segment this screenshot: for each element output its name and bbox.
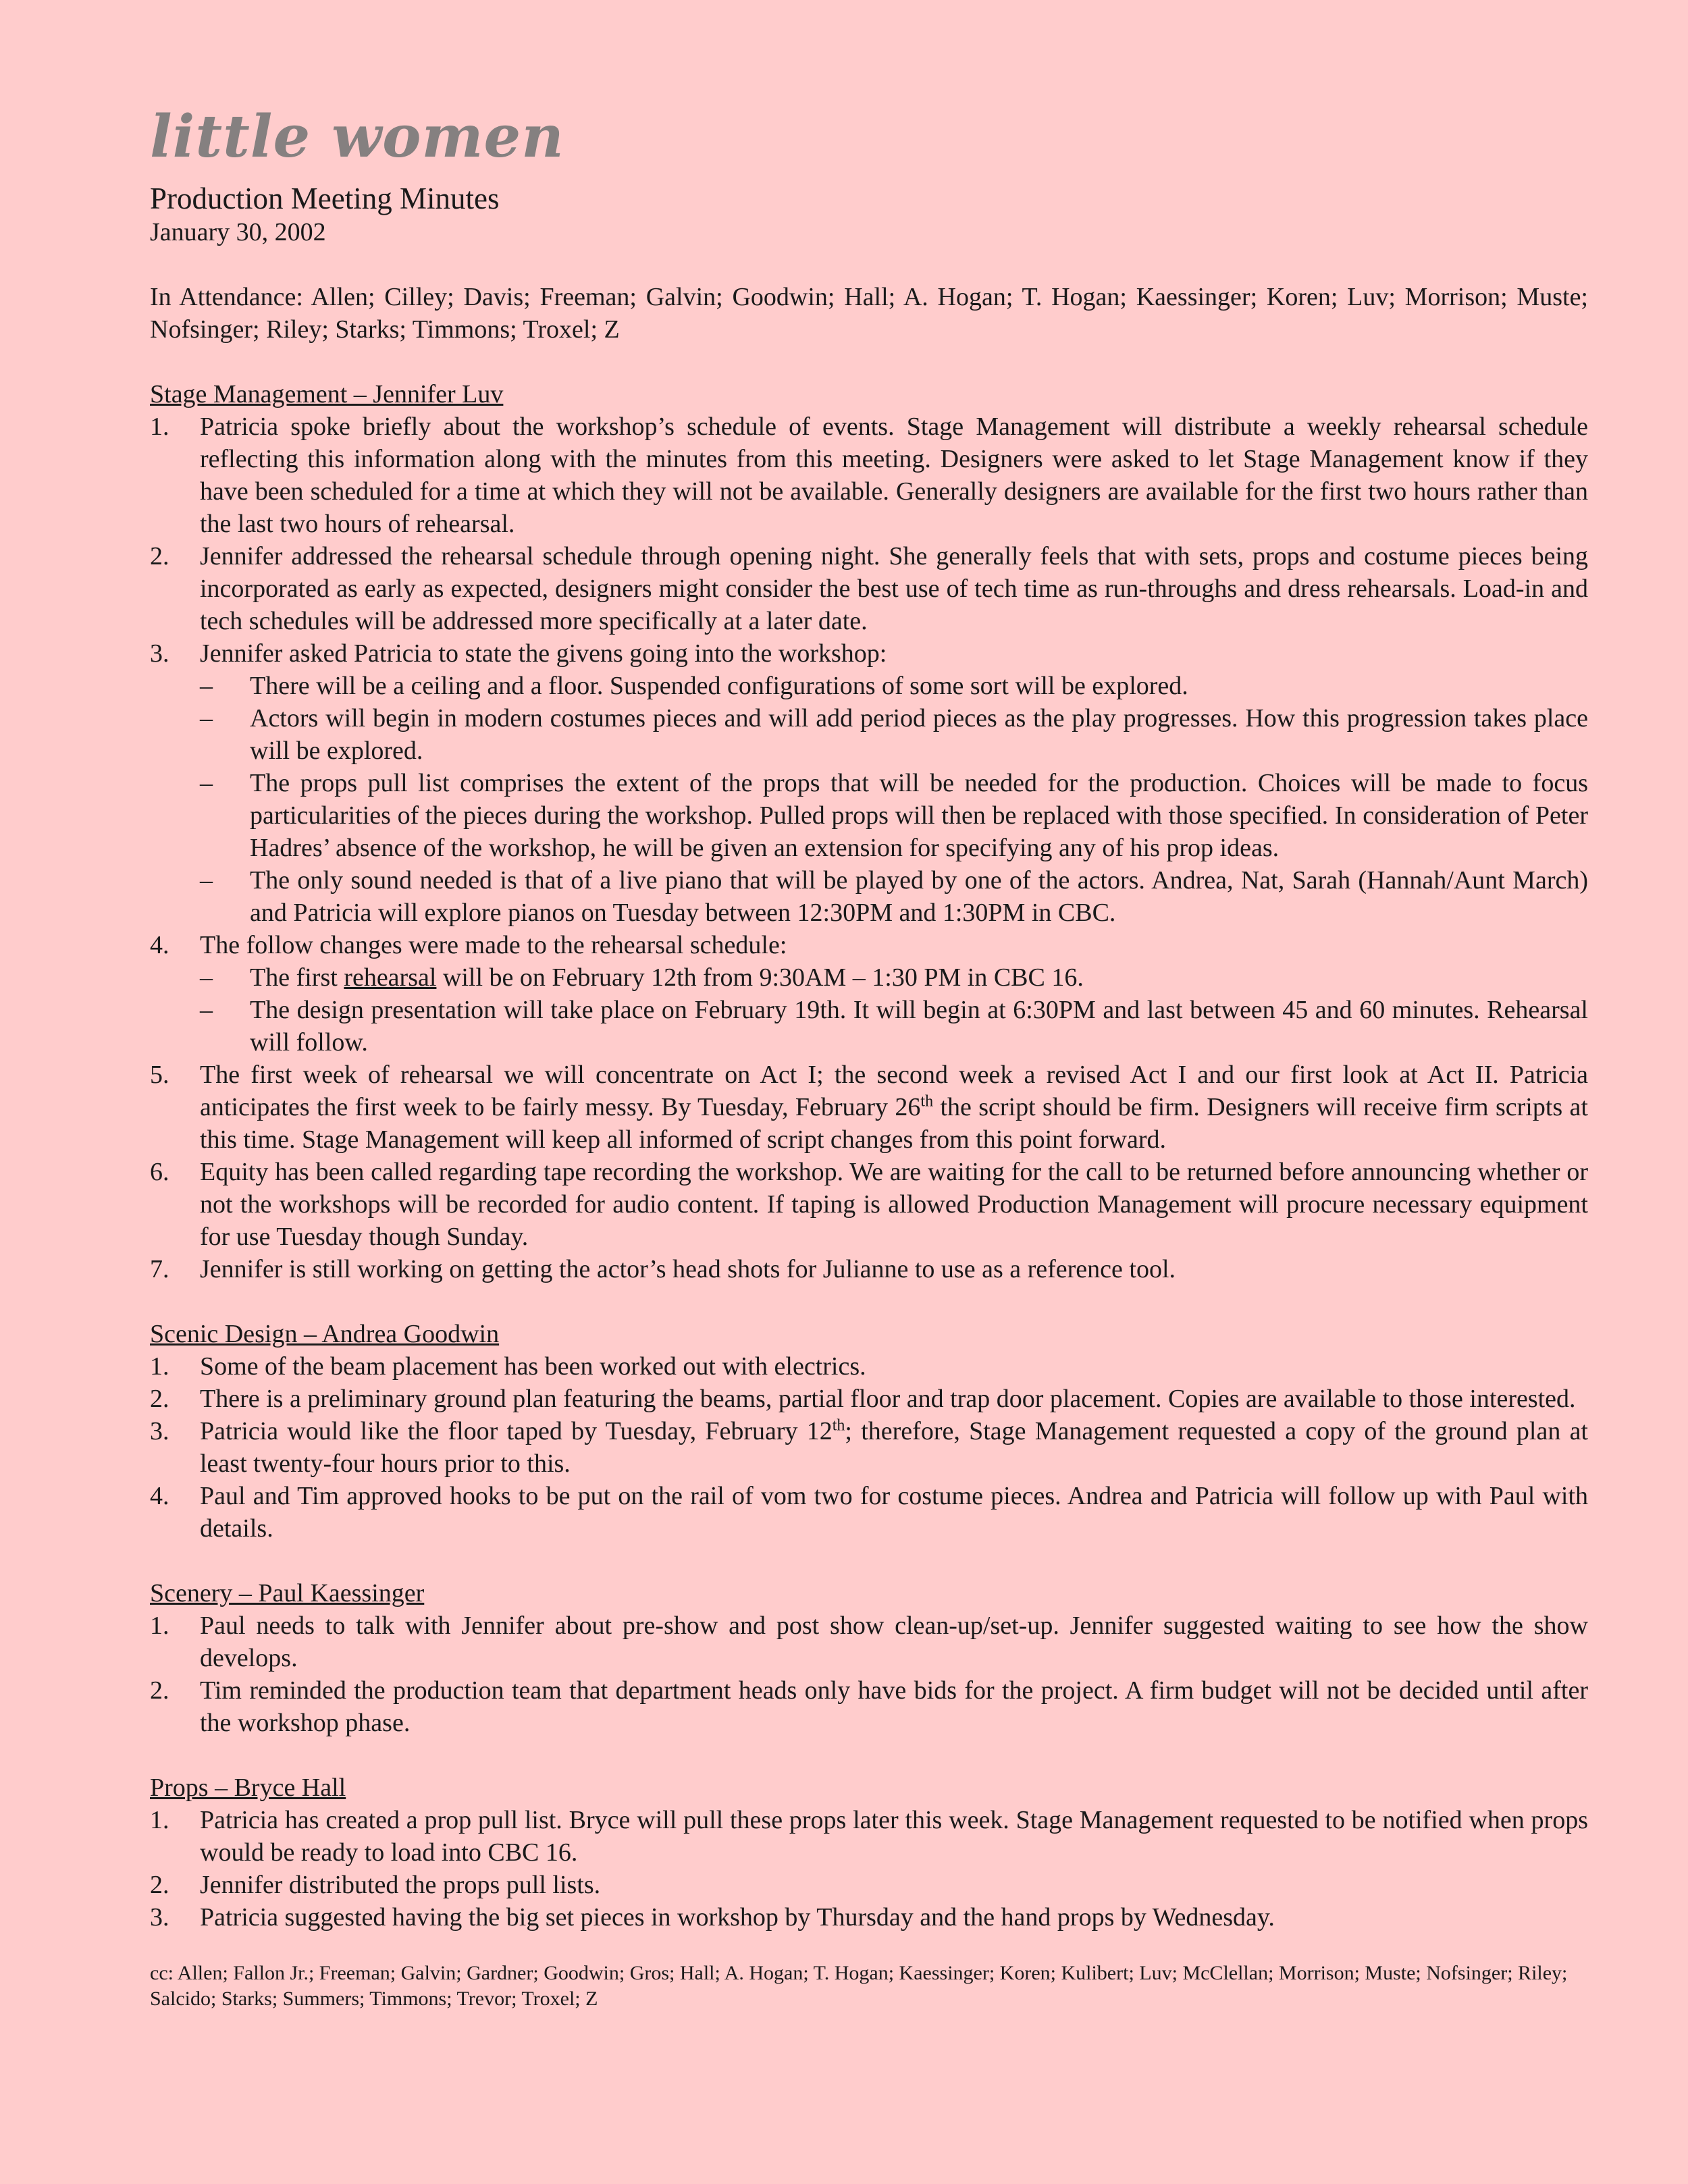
ordinal-suffix: th: [832, 1416, 845, 1435]
item-text: Jennifer asked Patricia to state the givens going into the workshop:: [200, 639, 887, 668]
attendance-list: In Attendance: Allen; Cilley; Davis; Freeman; Galvin; Goodwin; Hall; A. Hogan; T. Hogan; Kaessinger; Koren; Luv; Morrison; Muste; Nofsinger; Riley; Starks; Timmons; Troxel; Z: [150, 283, 1588, 344]
list-item: [150, 637, 1588, 929]
item-number: 2.: [150, 1871, 169, 1899]
list-item: [150, 1059, 1588, 1156]
item-number: 3.: [150, 1903, 169, 1932]
item-number: 1.: [150, 1612, 169, 1640]
sub-item-text: The props pull list comprises the extent of the props that will be needed for the production. Choices will be made to focus particularities of the pieces during the workshop. Pulled props will then be replaced with those specified. In consideration of Peter Hadres’ absence of the workshop, he will be given an extension for specifying any of his prop ideas.: [250, 769, 1588, 862]
ordinal-suffix: th: [920, 1092, 934, 1111]
list-item: [150, 929, 1588, 1059]
list-item: [150, 1609, 1588, 1674]
meeting-date: January 30, 2002: [150, 218, 326, 246]
document-page: [150, 103, 1588, 2012]
section-heading-props: Props – Bryce Hall: [150, 1774, 346, 1802]
sub-item: [200, 767, 1588, 864]
list-item: [150, 1804, 1588, 1869]
sub-item-text: There will be a ceiling and a floor. Suspended configurations of some sort will be explored.: [250, 672, 1188, 700]
sub-item-text: The design presentation will take place on February 19th. It will begin at 6:30PM and last between 45 and 60 minutes. Rehearsal will follow.: [250, 996, 1588, 1057]
dash-marker: –: [200, 769, 213, 797]
item-text: Tim reminded the production team that department heads only have bids for the project. A firm budget will not be decided until after the workshop phase.: [200, 1676, 1588, 1737]
item-text: Jennifer distributed the props pull lists.: [200, 1871, 601, 1899]
list-item: [150, 1253, 1588, 1285]
item-text: Patricia has created a prop pull list. Bryce will pull these props later this week. Stage Management requested to be notified when props would be ready to load into CBC 16.: [200, 1806, 1588, 1867]
item-number: 4.: [150, 1482, 169, 1510]
sub-item-text: Actors will begin in modern costumes pieces and will add period pieces as the play progresses. How this progression takes place will be explored.: [250, 704, 1588, 765]
item-number: 4.: [150, 931, 169, 959]
list-item: [150, 1901, 1588, 1934]
item-text: There is a preliminary ground plan featuring the beams, partial floor and trap door placement. Copies are available to those interested.: [200, 1385, 1576, 1413]
item-text: Equity has been called regarding tape recording the workshop. We are waiting for the call to be returned before announcing whether or not the workshops will be recorded for audio content. If taping is allowed Production Management will procure necessary equipment for use Tuesday though Sunday.: [200, 1158, 1588, 1251]
underlined-word: rehearsal: [344, 963, 437, 992]
sub-list: [200, 961, 1588, 1059]
item-text: Patricia spoke briefly about the workshop’s schedule of events. Stage Management will distribute a weekly rehearsal schedule reflecting this information along with the minutes from this meeting. Designers were asked to let Stage Management know if they have been scheduled for a time at which they will not be available. Generally designers are available for the first two hours rather than the last two hours of rehearsal.: [200, 412, 1588, 538]
item-number: 1.: [150, 412, 169, 441]
item-text: The follow changes were made to the rehearsal schedule:: [200, 931, 787, 959]
page-title: Production Meeting Minutes: [150, 182, 500, 215]
list-item: [150, 1383, 1588, 1415]
item-text-a: Patricia would like the floor taped by Tuesday, February 12: [200, 1417, 833, 1445]
sub-item-text-a: The first: [250, 963, 344, 992]
item-number: 3.: [150, 1417, 169, 1445]
item-number: 2.: [150, 1676, 169, 1705]
item-number: 6.: [150, 1158, 169, 1186]
dash-marker: –: [200, 963, 213, 992]
list-item: [150, 1156, 1588, 1253]
sub-item: [200, 994, 1588, 1059]
item-text-b: ; therefore, Stage Management requested a copy of the ground plan at least twenty-four hours prior to this.: [200, 1417, 1588, 1478]
list-item: [150, 540, 1588, 637]
sub-item: [200, 961, 1588, 994]
item-text: Some of the beam placement has been worked out with electrics.: [200, 1352, 866, 1381]
item-text-a: The first week of rehearsal we will concentrate on Act I; the second week a revised Act I and our first look at Act II. Patricia anticipates the first week to be fairly messy. By Tuesday, February 26: [200, 1061, 1588, 1121]
show-logo: little women: [150, 103, 564, 171]
item-text: Paul and Tim approved hooks to be put on the rail of vom two for costume pieces. Andrea and Patricia will follow up with Paul with details.: [200, 1482, 1588, 1543]
section-heading-stage-management: Stage Management – Jennifer Luv: [150, 380, 504, 408]
sub-item-text-b: will be on February 12th from 9:30AM – 1:30 PM in CBC 16.: [436, 963, 1084, 992]
sub-item: [200, 670, 1588, 702]
list-item: [150, 1350, 1588, 1383]
item-number: 2.: [150, 1385, 169, 1413]
props-list: [150, 1804, 1588, 1934]
item-number: 7.: [150, 1255, 169, 1283]
scenic-design-list: [150, 1350, 1588, 1545]
scenery-list: [150, 1609, 1588, 1739]
dash-marker: –: [200, 866, 213, 895]
stage-management-list: [150, 410, 1588, 1285]
sub-item: [200, 864, 1588, 929]
dash-marker: –: [200, 672, 213, 700]
list-item: [150, 1869, 1588, 1901]
dash-marker: –: [200, 704, 213, 733]
sub-item: [200, 702, 1588, 767]
sub-item-text: The only sound needed is that of a live piano that will be played by one of the actors. Andrea, Nat, Sarah (Hannah/Aunt March) and Patricia will explore pianos on Tuesday between 12:30PM and 1:30PM in CBC.: [250, 866, 1588, 927]
item-text: Patricia suggested having the big set pieces in workshop by Thursday and the hand props by Wednesday.: [200, 1903, 1275, 1932]
sub-list: [200, 670, 1588, 929]
item-text-b: the script should be firm. Designers will receive firm scripts at this time. Stage Management will keep all informed of script changes from this point forward.: [200, 1093, 1588, 1154]
item-text: Paul needs to talk with Jennifer about pre-show and post show clean-up/set-up. Jennifer suggested waiting to see how the show develops.: [200, 1612, 1588, 1672]
list-item: [150, 1480, 1588, 1545]
list-item: [150, 410, 1588, 540]
list-item: [150, 1415, 1588, 1480]
section-heading-scenic-design: Scenic Design – Andrea Goodwin: [150, 1320, 500, 1348]
item-text: Jennifer is still working on getting the actor’s head shots for Julianne to use as a reference tool.: [200, 1255, 1176, 1283]
item-number: 2.: [150, 542, 169, 570]
item-number: 1.: [150, 1806, 169, 1834]
cc-list: cc: Allen; Fallon Jr.; Freeman; Galvin; Gardner; Goodwin; Gros; Hall; A. Hogan; T. Hogan; Kaessinger; Koren; Kulibert; Luv; McClellan; Morrison; Muste; Nofsinger; Riley; Salcido; Starks; Summers; Timmons; Trevor; Troxel; Z: [150, 1962, 1568, 2010]
item-number: 5.: [150, 1061, 169, 1089]
item-number: 1.: [150, 1352, 169, 1381]
list-item: [150, 1674, 1588, 1739]
dash-marker: –: [200, 996, 213, 1024]
section-heading-scenery: Scenery – Paul Kaessinger: [150, 1579, 425, 1607]
item-number: 3.: [150, 639, 169, 668]
item-text: Jennifer addressed the rehearsal schedule through opening night. She generally feels that with sets, props and costume pieces being incorporated as early as expected, designers might consider the best use of tech time as run-throughs and dress rehearsals. Load-in and tech schedules will be addressed more specifically at a later date.: [200, 542, 1588, 635]
